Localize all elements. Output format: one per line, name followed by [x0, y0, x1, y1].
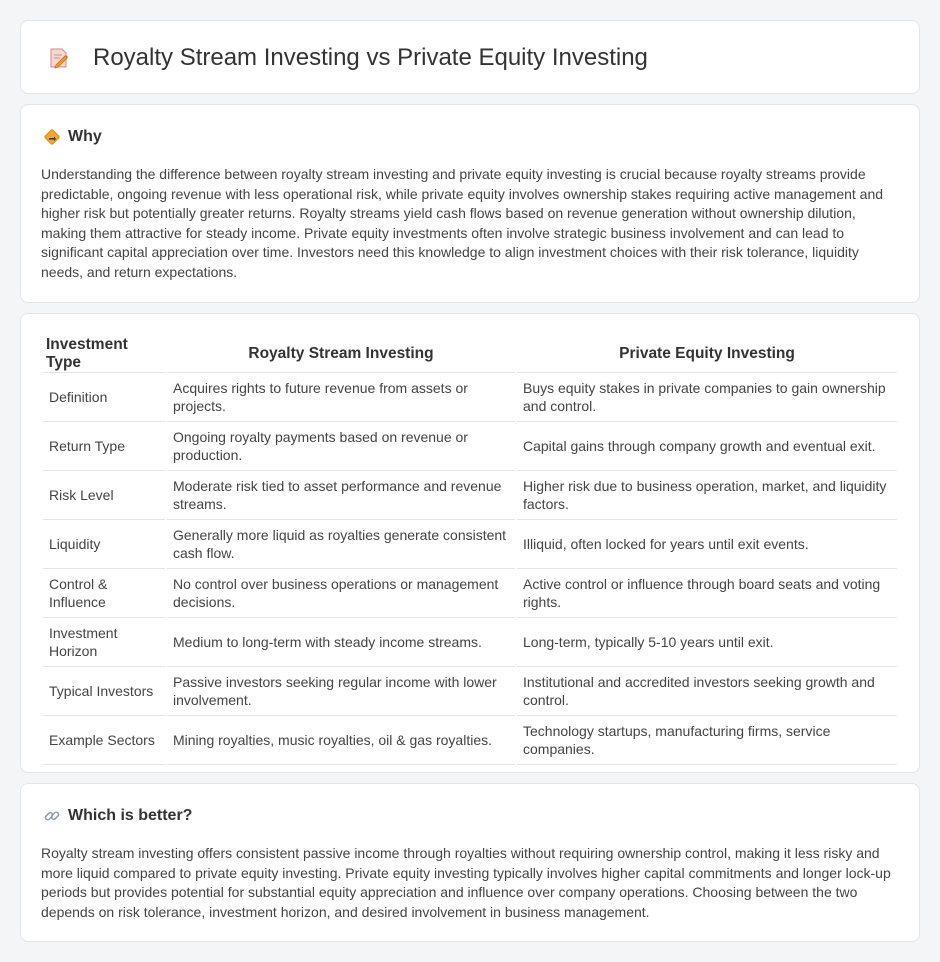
table-row — [43, 471, 897, 520]
table-row — [43, 618, 897, 667]
better-heading: Which is better? — [68, 807, 193, 824]
royalty-cell: Mining royalties, music royalties, oil & gas royalties. — [167, 716, 515, 765]
why-heading: Why — [68, 128, 102, 145]
which-is-better-section — [20, 783, 920, 942]
row-label: Definition — [43, 373, 165, 422]
royalty-cell: Passive investors seeking regular income with lower involvement. — [167, 667, 515, 716]
row-label: Investment Horizon — [43, 618, 165, 667]
row-label: Control & Influence — [43, 569, 165, 618]
comparison-table-card — [20, 313, 920, 773]
private-equity-cell: Institutional and accredited investors seeking growth and control. — [517, 667, 897, 716]
private-equity-cell: Higher risk due to business operation, market, and liquidity factors. — [517, 471, 897, 520]
table-row — [43, 716, 897, 765]
private-equity-cell: Buys equity stakes in private companies to gain ownership and control. — [517, 373, 897, 422]
royalty-cell: No control over business operations or management decisions. — [167, 569, 515, 618]
royalty-cell: Generally more liquid as royalties generate consistent cash flow. — [167, 520, 515, 569]
row-label: Liquidity — [43, 520, 165, 569]
title-card — [20, 20, 920, 94]
private-equity-cell: Long-term, typically 5-10 years until exit. — [517, 618, 897, 667]
header-royalty-stream: Royalty Stream Investing — [167, 336, 515, 373]
table-row — [43, 667, 897, 716]
row-label: Typical Investors — [43, 667, 165, 716]
private-equity-cell: Active control or influence through board seats and voting rights. — [517, 569, 897, 618]
table-row — [43, 569, 897, 618]
header-investment-type: Investment Type — [43, 336, 165, 373]
row-label: Risk Level — [43, 471, 165, 520]
better-paragraph: Royalty stream investing offers consistent passive income through royalties without requiring ownership control, making it less risky and more liquid compared to private equity investing. Private equity investing typically involves higher capital commitments and longer lock-up periods but provides potential for substantial equity appreciation and influence over company operations. Choosing between the two depends on risk tolerance, investment horizon, and desired involvement in business management. — [41, 845, 891, 920]
why-paragraph: Understanding the difference between royalty stream investing and private equity investing is crucial because royalty streams provide predictable, ongoing revenue with less operational risk, while private equity involves ownership stakes requiring active management and higher risk but potentially greater returns. Royalty streams yield cash flows based on revenue generation without ownership dilution, making them attractive for steady income. Private equity investments often involve strategic business involvement and can lead to significant capital appreciation over time. Investors need this knowledge to align investment choices with their risk tolerance, liquidity needs, and return expectations. — [41, 166, 884, 280]
royalty-cell: Moderate risk tied to asset performance and revenue streams. — [167, 471, 515, 520]
row-label: Return Type — [43, 422, 165, 471]
comparison-table — [41, 336, 899, 765]
why-heading-row — [43, 127, 102, 147]
header-private-equity: Private Equity Investing — [517, 336, 897, 373]
table-row — [43, 373, 897, 422]
private-equity-cell: Technology startups, manufacturing firms, service companies. — [517, 716, 897, 765]
table-row — [43, 520, 897, 569]
royalty-cell: Ongoing royalty payments based on revenue or production. — [167, 422, 515, 471]
link-icon — [43, 807, 61, 825]
table-header-row — [43, 336, 897, 373]
document-edit-icon — [47, 46, 71, 70]
warning-sign-icon — [43, 128, 61, 146]
royalty-cell: Acquires rights to future revenue from assets or projects. — [167, 373, 515, 422]
private-equity-cell: Illiquid, often locked for years until exit events. — [517, 520, 897, 569]
page-title: Royalty Stream Investing vs Private Equity Investing — [93, 44, 648, 71]
why-section — [20, 104, 920, 303]
table-row — [43, 422, 897, 471]
better-heading-row — [43, 806, 192, 826]
royalty-cell: Medium to long-term with steady income streams. — [167, 618, 515, 667]
row-label: Example Sectors — [43, 716, 165, 765]
private-equity-cell: Capital gains through company growth and eventual exit. — [517, 422, 897, 471]
